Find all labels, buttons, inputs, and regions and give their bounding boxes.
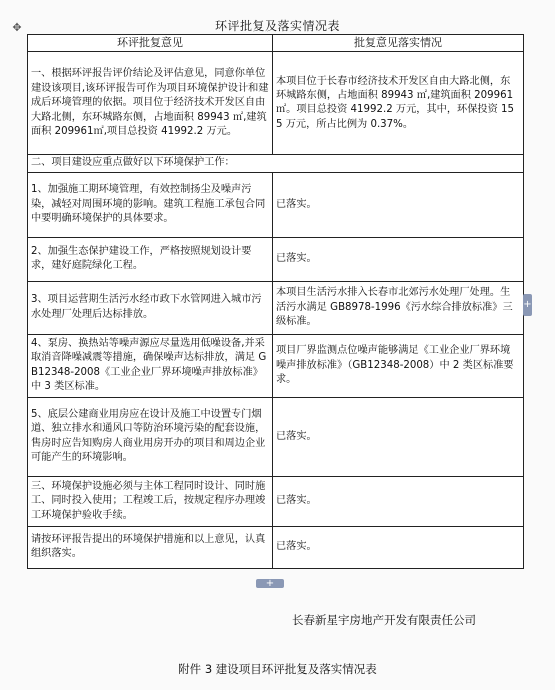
attachment-caption: 附件 3 建设项目环评批复及落实情况表 (178, 662, 377, 676)
approval-cell: 3、项目运营期生活污水经市政下水管网进入城市污水处理厂处理后达标排放。 (28, 281, 273, 334)
status-cell: 已落实。 (273, 476, 524, 526)
table-row (28, 172, 524, 237)
table-row (28, 476, 524, 526)
status-cell: 项目厂界监测点位噪声能够满足《工业企业厂界环境噪声排放标准》（GB12348-2008）中 2 类区标准要求。 (273, 334, 524, 397)
table-row (28, 237, 524, 281)
table-row (28, 52, 524, 155)
table-row (28, 397, 524, 476)
approval-cell: 1、加强施工期环境管理，有效控制扬尘及噪声污染，减轻对周围环境的影响。建筑工程施工承包合同中要明确环境保护的具体要求。 (28, 172, 273, 237)
company-name: 长春新星宇房地产开发有限责任公司 (292, 613, 476, 627)
table-header-row (28, 35, 524, 52)
table-row (28, 334, 524, 397)
status-cell: 已落实。 (273, 237, 524, 281)
header-approval-opinion: 环评批复意见 (28, 35, 273, 52)
add-row-icon[interactable]: + (256, 579, 284, 588)
section-row (28, 155, 524, 172)
table-row (28, 526, 524, 568)
header-implementation-status: 批复意见落实情况 (273, 35, 524, 52)
approval-cell: 5、底层公建商业用房应在设计及施工中设置专门烟道、独立排水和通风口等防治环境污染的配套设施，售房时应告知购房人商业用房开办的项目和周边企业可能产生的环境影响。 (28, 397, 273, 476)
status-cell: 已落实。 (273, 172, 524, 237)
status-cell: 已落实。 (273, 397, 524, 476)
status-cell: 本项目生活污水排入长春市北郊污水处理厂处理。生活污水满足 GB8978-1996《污水综合排放标准》三级标准。 (273, 281, 524, 334)
approval-cell: 请按环评报告提出的环境保护措施和以上意见，认真组织落实。 (28, 526, 273, 568)
add-column-icon[interactable]: + (523, 294, 532, 316)
review-table (27, 34, 524, 569)
approval-cell: 4、泵房、换热站等噪声源应尽量选用低噪设备,并采取消音降噪减震等措施，确保噪声达标排放，满足 GB12348-2008《工业企业厂界环境噪声排放标准》中 3 类区标准。 (28, 334, 273, 397)
section-heading: 二、项目建设应重点做好以下环境保护工作： (28, 155, 524, 172)
table-title: 环评批复及落实情况表 (214, 19, 340, 33)
approval-cell: 2、加强生态保护建设工作，严格按照规划设计要求，建好庭院绿化工程。 (28, 237, 273, 281)
approval-cell: 一、根据环评报告评价结论及评估意见，同意你单位建设该项目,该环评报告可作为项目环境保护设计和建成后环境管理的依据。项目位于经济技术开发区自由大路北侧，东环城路东侧，占地面积 89943 ㎡,建筑面积 209961㎡,项目总投资 41992.2 万元。 (28, 52, 273, 155)
status-cell: 本项目位于长春市经济技术开发区自由大路北侧，东环城路东侧，占地面积 89943 ㎡,建筑面积 209961㎡。项目总投资 41992.2 万元，其中，环保投资 155 万元，所占比例为 0.37%。 (273, 52, 524, 155)
status-cell: 已落实。 (273, 526, 524, 568)
approval-cell: 三、环境保护设施必须与主体工程同时设计、同时施工、同时投入使用；工程竣工后，按规定程序办理竣工环境保护验收手续。 (28, 476, 273, 526)
table-row (28, 281, 524, 334)
table-move-icon[interactable]: ✥ (12, 21, 22, 34)
